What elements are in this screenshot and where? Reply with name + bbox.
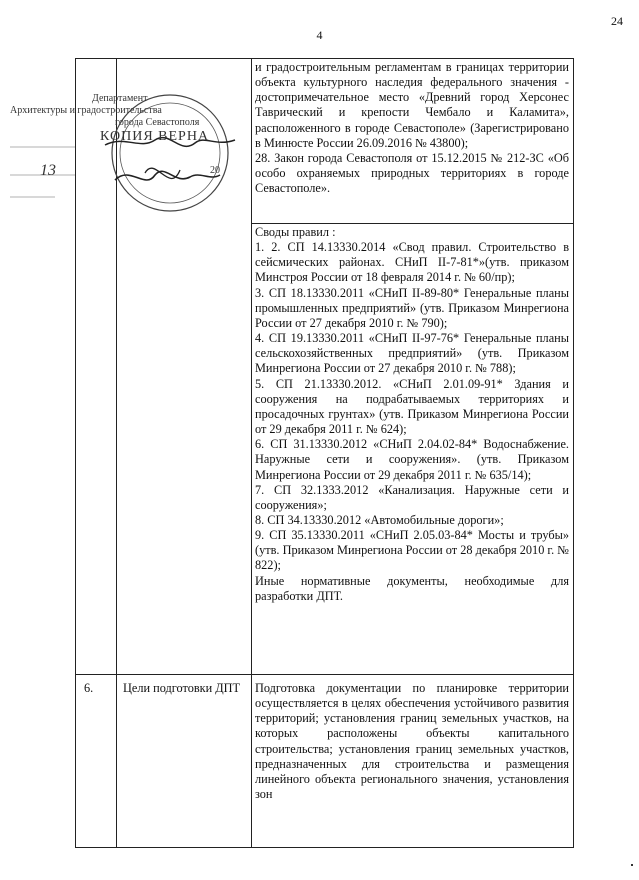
- code-item: 5. СП 21.13330.2012. «СНиП 2.01.09-91* Здания и сооружения на подрабатываемых территориях и просадочных грунтах» (утв. Приказом Минрегиона России от 29 декабря 2011 г. № 624);: [255, 376, 569, 437]
- stamp-copy-verified: КОПИЯ ВЕРНА: [100, 129, 210, 144]
- stamp-dept-line2: Архитектуры и градостроительства: [10, 105, 162, 116]
- legal-act-item: и градостроительным регламентам в границах территории объекта культурного наследия федерального значения - достопримечательное место «Древний город Херсонес Таврический и крепости Чембало и Каламита», расположенного в городе Севастополе» (Зарегистрировано в Минюсте России 26.09.2016 № 43800);: [255, 60, 569, 150]
- page-number-corner: 24: [611, 14, 623, 28]
- row-label: Цели подготовки ДПТ: [123, 681, 241, 695]
- code-item: Иные нормативные документы, необходимые для разработки ДПТ.: [255, 573, 569, 603]
- code-item: 1. 2. СП 14.13330.2014 «Свод правил. Строительство в сейсмических районах. СНиП II-7-81*»(утв. приказом Минстроя России от 18 февраля 2014 г. № 60/пр);: [255, 240, 569, 285]
- code-item: 8. СП 34.13330.2012 «Автомобильные дороги»;: [255, 512, 504, 527]
- row-divider-rules: [251, 223, 573, 224]
- official-stamp: [5, 85, 255, 220]
- code-item: 9. СП 35.13330.2011 «СНиП 2.05.03-84* Мосты и трубы» (утв. Приказом Минрегиона России от 28 декабря 2010 г. № 822);: [255, 528, 569, 573]
- row-number: 6.: [84, 681, 94, 695]
- legal-acts-continuation: [255, 60, 569, 196]
- code-item: 4. СП 19.13330.2011 «СНиП II-97-76* Генеральные планы сельскохозяйственных предприятий» (утв. Приказом Минрегиона России от 27 декабря 2010 г. № 788);: [255, 331, 569, 376]
- row-divider-row6: [76, 674, 573, 675]
- legal-act-item: 28. Закон города Севастополя от 15.12.2015 № 212-ЗС «Об особо охраняемых природных территориях в городе Севастополе».: [255, 150, 569, 196]
- building-codes-list: [255, 225, 569, 604]
- code-item: 7. СП 32.1333.2012 «Канализация. Наружные сети и сооружения»;: [255, 482, 569, 512]
- stamp-year: 20: [210, 165, 220, 176]
- stamp-dept-line1: Департамент: [92, 93, 148, 104]
- stamp-dept-line3: города Севастополя: [115, 117, 200, 128]
- code-item: 6. СП 31.13330.2012 «СНиП 2.04.02-84* Водоснабжение. Наружные сети и сооружения». (утв. Приказом Минрегиона России от 29 декабря 2011 г. № 635/14);: [255, 437, 569, 482]
- row-purpose-text: [255, 681, 569, 802]
- scan-mark: [631, 864, 633, 866]
- codes-heading: Своды правил :: [255, 225, 336, 239]
- stamp-date-number: 13: [40, 162, 56, 179]
- purpose-paragraph: Подготовка документации по планировке территории осуществляется в целях обеспечения устойчивого развития территорий; установления границ земельных участков, на которых расположены объекты капитального строительства; установления границ земельных участков, предназначенных для строительства и размещения линейного объекта регионального значения, установления зон: [255, 681, 569, 802]
- page-number-center: 4: [316, 28, 323, 42]
- code-item: 3. СП 18.13330.2011 «СНиП II-89-80* Генеральные планы промышленных предприятий» (утв. Приказом Минрегиона России от 27 декабря 2010 г. № 790);: [255, 285, 569, 330]
